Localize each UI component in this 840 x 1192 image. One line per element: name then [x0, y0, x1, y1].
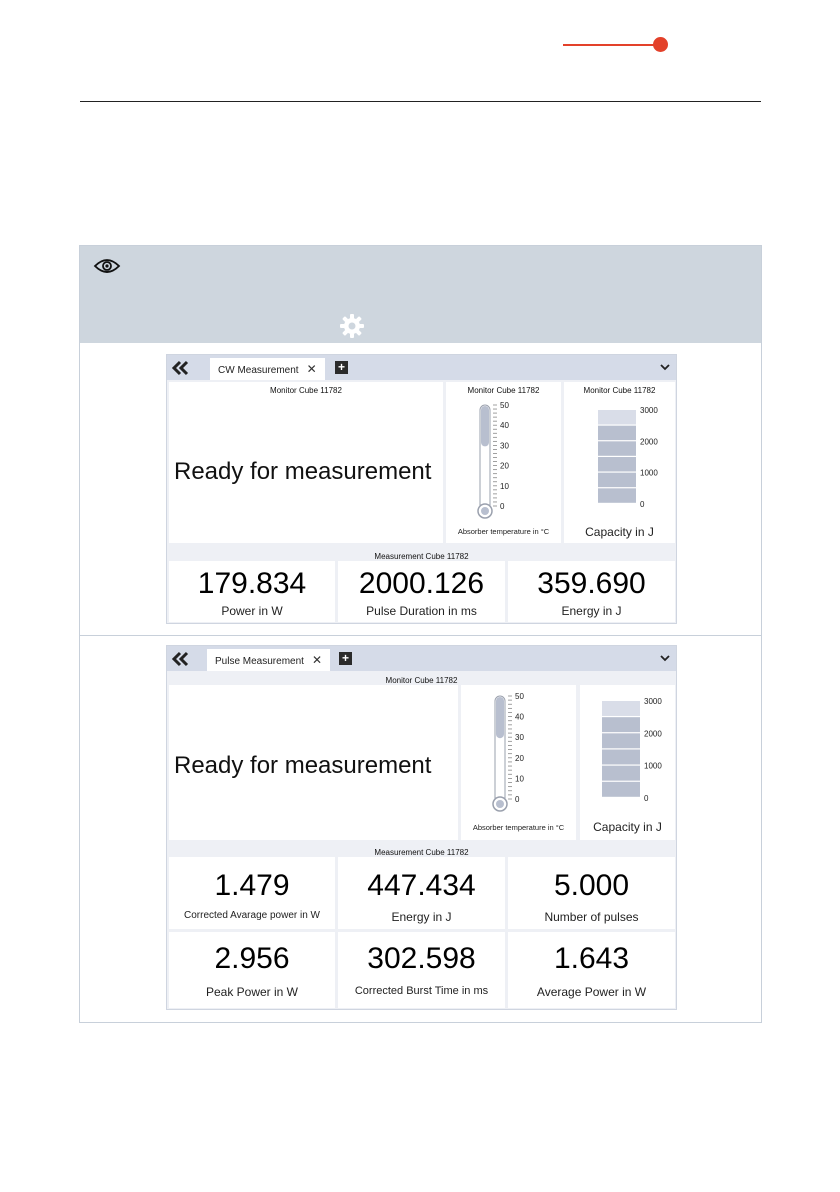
capacity-segment: [598, 457, 636, 471]
capacity-segment: [598, 488, 636, 502]
temperature-title: Monitor Cube 11782: [467, 386, 540, 395]
value-tile: [338, 932, 505, 1008]
capacity-tick-label: 3000: [640, 406, 658, 415]
chevron-down-icon[interactable]: [660, 362, 670, 372]
figure-box: [79, 245, 762, 1023]
measurement-title: Measurement Cube 11782: [374, 552, 469, 561]
value-label: Corrected Avarage power in W: [184, 910, 320, 921]
close-icon[interactable]: ✕: [311, 653, 322, 667]
value-tile: [508, 561, 675, 622]
status-panel: [169, 685, 458, 840]
thermometer-tick-label: 10: [500, 481, 509, 491]
cw-window: [166, 354, 677, 624]
capacity-panel: [564, 382, 675, 543]
value-number: 179.834: [197, 567, 307, 600]
capacity-segment: [598, 426, 636, 440]
capacity-segment: [602, 701, 640, 716]
thermometer-bulb-core: [481, 507, 489, 515]
header-accent-line: [563, 44, 657, 46]
tab-label: Pulse Measurement: [215, 656, 304, 667]
value-label: Peak Power in W: [205, 985, 299, 999]
thermometer-tick-label: 40: [500, 421, 509, 431]
value-number: 302.598: [367, 942, 476, 975]
thermometer-tick-label: 50: [500, 401, 509, 410]
value-number: 2000.126: [358, 567, 485, 600]
tab-pulse-measurement[interactable]: [207, 649, 330, 671]
thermometer-tick-label: 30: [500, 441, 509, 451]
capacity-segment: [602, 782, 640, 797]
capacity-segment: [598, 473, 636, 487]
value-tile: [169, 932, 335, 1008]
value-tile: [169, 857, 335, 929]
measurement-title: Measurement Cube 11782: [374, 848, 469, 857]
thermometer-tick-label: 0: [500, 502, 505, 511]
double-chevron-left-icon[interactable]: [171, 360, 191, 376]
gear-icon[interactable]: [339, 313, 365, 339]
status-panel: [169, 382, 443, 543]
value-label: Energy in J: [561, 604, 622, 618]
pulse-window: [166, 645, 677, 1010]
capacity-segment: [598, 441, 636, 455]
thermometer-tick-label: 0: [515, 795, 520, 804]
value-tile: [338, 857, 505, 929]
thermometer-tick-label: 40: [515, 712, 524, 722]
tab-label: CW Measurement: [218, 365, 299, 376]
capacity-segment: [602, 766, 640, 781]
header-rule: [80, 101, 761, 102]
capacity-segment: [602, 717, 640, 732]
value-label: Energy in J: [391, 910, 452, 924]
capacity-tick-label: 1000: [640, 468, 658, 478]
thermometer-tick-label: 30: [515, 733, 524, 743]
value-number: 5.000: [553, 869, 630, 902]
value-number: 359.690: [537, 567, 646, 600]
capacity-gauge: [600, 693, 675, 808]
value-label: Average Power in W: [536, 985, 647, 999]
thermometer-tick-label: 10: [515, 774, 524, 784]
capacity-title: Monitor Cube 11782: [583, 386, 656, 395]
value-label: Number of pulses: [544, 910, 639, 924]
thermometer-gauge: [483, 691, 563, 813]
status-title: Monitor Cube 11782: [385, 676, 458, 685]
value-tile: [508, 932, 675, 1008]
figure-divider: [80, 635, 761, 636]
thermometer-fill: [496, 697, 504, 738]
double-chevron-left-icon[interactable]: [171, 651, 191, 667]
value-number: 447.434: [367, 869, 476, 902]
capacity-label: Capacity in J: [593, 820, 662, 834]
status-text: Ready for measurement: [174, 752, 432, 779]
value-label: Corrected Burst Time in ms: [354, 985, 489, 997]
value-tile: [338, 561, 505, 622]
thermometer-tick-label: 50: [515, 692, 524, 701]
tab-bar: [167, 646, 676, 671]
temperature-label: Absorber temperature in °C: [457, 527, 550, 536]
value-number: 1.643: [553, 942, 630, 975]
eye-icon: [93, 257, 121, 275]
capacity-tick-label: 0: [640, 500, 645, 509]
status-title: Monitor Cube 11782: [270, 386, 342, 395]
thermometer-tick-label: 20: [500, 461, 509, 471]
capacity-segment: [602, 750, 640, 765]
thermometer-fill: [481, 406, 489, 446]
figure-header-bar: [80, 246, 761, 343]
plus-icon[interactable]: +: [335, 361, 348, 374]
header-accent-dot: [653, 37, 668, 52]
value-label: Pulse Duration in ms: [366, 604, 477, 618]
capacity-label: Capacity in J: [585, 525, 654, 539]
capacity-panel: [580, 685, 675, 840]
value-tile: [508, 857, 675, 929]
temperature-label: Absorber temperature in °C: [472, 823, 565, 832]
chevron-down-icon[interactable]: [660, 653, 670, 663]
temperature-panel: [446, 382, 561, 543]
plus-icon[interactable]: +: [339, 652, 352, 665]
value-number: 1.479: [214, 869, 290, 902]
capacity-segment: [598, 410, 636, 424]
status-text: Ready for measurement: [174, 458, 432, 485]
tab-cw-measurement[interactable]: [210, 358, 325, 380]
value-tile: [169, 561, 335, 622]
capacity-gauge: [596, 402, 671, 514]
thermometer-bulb-core: [496, 800, 504, 808]
tab-bar: [167, 355, 676, 380]
value-number: 2.956: [214, 942, 290, 975]
close-icon[interactable]: ✕: [306, 362, 317, 376]
capacity-tick-label: 1000: [644, 761, 662, 771]
capacity-segment: [602, 733, 640, 748]
capacity-tick-label: 3000: [644, 697, 662, 706]
value-label: Power in W: [221, 604, 283, 618]
thermometer-gauge: [468, 400, 548, 520]
capacity-tick-label: 2000: [640, 437, 658, 447]
thermometer-tick-label: 20: [515, 753, 524, 763]
capacity-tick-label: 0: [644, 794, 649, 803]
temperature-panel: [461, 685, 576, 840]
capacity-tick-label: 2000: [644, 729, 662, 739]
